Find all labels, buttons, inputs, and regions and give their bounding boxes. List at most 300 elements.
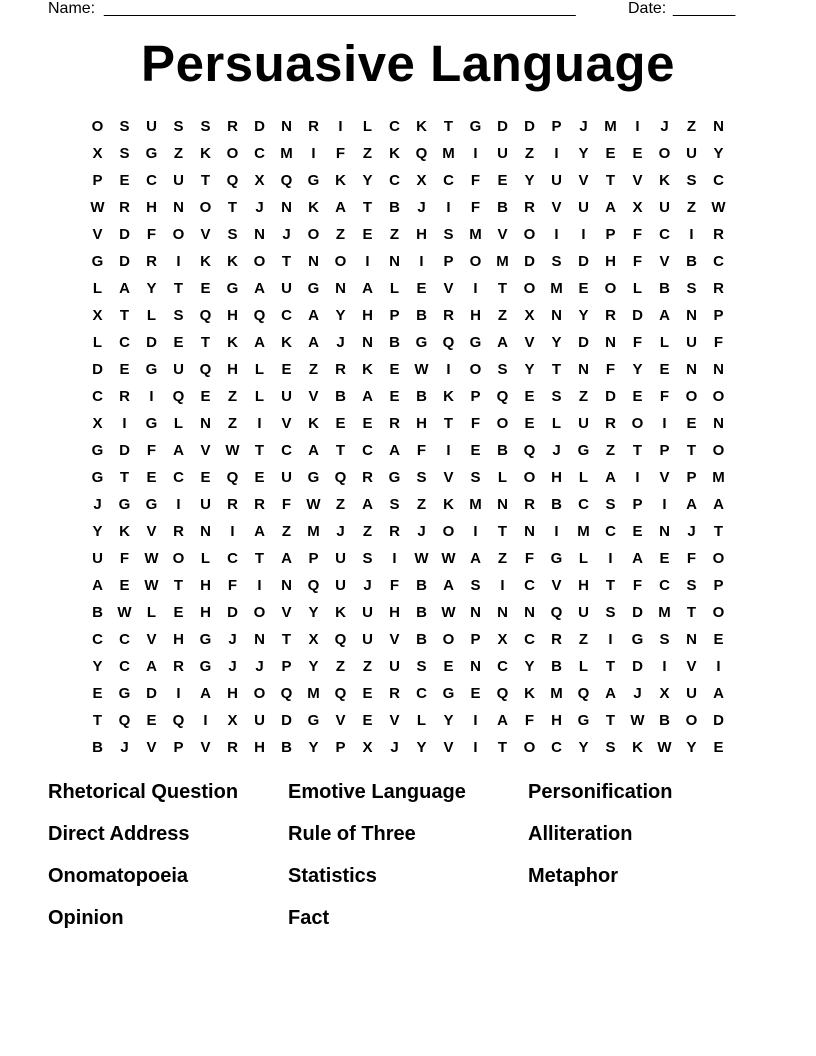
grid-letter[interactable]: E <box>686 415 697 432</box>
grid-letter[interactable]: W <box>414 550 429 567</box>
grid-letter[interactable]: N <box>470 658 481 675</box>
grid-letter[interactable]: E <box>173 334 184 351</box>
grid-letter[interactable]: A <box>254 280 265 297</box>
grid-letter[interactable]: C <box>551 739 562 756</box>
grid-letter[interactable]: D <box>281 712 292 729</box>
grid-letter[interactable]: U <box>686 145 697 162</box>
grid-letter[interactable]: A <box>254 523 265 540</box>
grid-letter[interactable]: N <box>281 118 292 135</box>
grid-letter[interactable]: Y <box>443 712 454 729</box>
grid-letter[interactable]: L <box>578 550 589 567</box>
grid-letter[interactable]: G <box>469 334 482 351</box>
grid-letter[interactable]: U <box>362 604 373 621</box>
grid-letter[interactable]: L <box>416 712 427 729</box>
grid-letter[interactable]: G <box>199 658 212 675</box>
grid-letter[interactable]: U <box>578 604 589 621</box>
grid-letter[interactable]: I <box>662 415 667 432</box>
grid-letter[interactable]: I <box>554 145 559 162</box>
grid-letter[interactable]: O <box>469 253 482 270</box>
grid-letter[interactable]: B <box>335 388 346 405</box>
grid-letter[interactable]: R <box>119 388 130 405</box>
grid-letter[interactable]: E <box>605 145 616 162</box>
grid-letter[interactable]: M <box>550 685 563 702</box>
grid-letter[interactable]: L <box>200 550 211 567</box>
grid-letter[interactable]: N <box>524 523 535 540</box>
grid-letter[interactable]: F <box>281 496 292 513</box>
grid-letter[interactable]: R <box>254 496 265 513</box>
grid-letter[interactable]: Q <box>199 307 212 324</box>
grid-letter[interactable]: N <box>686 361 697 378</box>
grid-letter[interactable]: I <box>473 739 478 756</box>
grid-letter[interactable]: H <box>551 712 562 729</box>
grid-letter[interactable]: Y <box>713 145 724 162</box>
grid-letter[interactable]: U <box>173 361 184 378</box>
grid-letter[interactable]: M <box>550 280 563 297</box>
grid-letter[interactable]: V <box>578 172 589 189</box>
grid-letter[interactable]: H <box>362 307 373 324</box>
grid-letter[interactable]: M <box>577 523 590 540</box>
grid-letter[interactable]: Z <box>497 307 508 324</box>
grid-letter[interactable]: N <box>200 415 211 432</box>
grid-letter[interactable]: E <box>200 388 211 405</box>
grid-letter[interactable]: V <box>308 388 319 405</box>
grid-letter[interactable]: O <box>712 442 725 459</box>
grid-letter[interactable]: Y <box>524 361 535 378</box>
grid-letter[interactable]: A <box>659 307 670 324</box>
grid-letter[interactable]: G <box>145 145 158 162</box>
grid-letter[interactable]: P <box>389 307 400 324</box>
grid-letter[interactable]: T <box>254 442 265 459</box>
grid-letter[interactable]: S <box>470 469 481 486</box>
grid-letter[interactable]: W <box>117 604 132 621</box>
grid-letter[interactable]: D <box>632 658 643 675</box>
grid-letter[interactable]: Z <box>686 118 697 135</box>
grid-letter[interactable]: S <box>443 226 454 243</box>
grid-letter[interactable]: O <box>172 550 185 567</box>
grid-letter[interactable]: O <box>253 685 266 702</box>
grid-letter[interactable]: Q <box>172 712 185 729</box>
grid-letter[interactable]: T <box>335 442 346 459</box>
grid-letter[interactable]: A <box>713 496 724 513</box>
grid-letter[interactable]: E <box>443 658 454 675</box>
grid-letter[interactable]: U <box>281 280 292 297</box>
grid-letter[interactable]: E <box>362 415 373 432</box>
grid-letter[interactable]: J <box>417 523 426 540</box>
grid-letter[interactable]: W <box>630 712 645 729</box>
grid-letter[interactable]: V <box>659 469 670 486</box>
grid-letter[interactable]: J <box>579 118 588 135</box>
grid-letter[interactable]: P <box>605 226 616 243</box>
grid-letter[interactable]: I <box>419 253 424 270</box>
grid-letter[interactable]: K <box>227 253 238 270</box>
grid-letter[interactable]: T <box>605 658 616 675</box>
grid-letter[interactable]: J <box>228 631 237 648</box>
grid-letter[interactable]: Y <box>524 658 535 675</box>
grid-letter[interactable]: S <box>497 361 508 378</box>
grid-letter[interactable]: J <box>255 658 264 675</box>
grid-letter[interactable]: P <box>551 118 562 135</box>
grid-letter[interactable]: J <box>255 199 264 216</box>
grid-letter[interactable]: O <box>469 361 482 378</box>
grid-letter[interactable]: T <box>92 712 103 729</box>
grid-letter[interactable]: V <box>524 334 535 351</box>
grid-letter[interactable]: J <box>336 523 345 540</box>
grid-letter[interactable]: J <box>390 739 399 756</box>
grid-letter[interactable]: E <box>146 712 157 729</box>
grid-letter[interactable]: Z <box>497 550 508 567</box>
grid-letter[interactable]: U <box>281 388 292 405</box>
grid-letter[interactable]: C <box>92 631 103 648</box>
grid-letter[interactable]: Z <box>335 658 346 675</box>
grid-letter[interactable]: H <box>146 199 157 216</box>
grid-letter[interactable]: X <box>632 199 643 216</box>
grid-letter[interactable]: Z <box>362 523 373 540</box>
grid-letter[interactable]: Z <box>416 496 427 513</box>
grid-letter[interactable]: G <box>415 334 428 351</box>
grid-letter[interactable]: E <box>281 361 292 378</box>
grid-letter[interactable]: I <box>608 550 613 567</box>
grid-letter[interactable]: T <box>281 631 292 648</box>
grid-letter[interactable]: I <box>365 253 370 270</box>
grid-letter[interactable]: W <box>306 496 321 513</box>
grid-letter[interactable]: H <box>173 631 184 648</box>
grid-letter[interactable]: I <box>689 226 694 243</box>
grid-letter[interactable]: F <box>713 334 724 351</box>
grid-letter[interactable]: F <box>659 388 670 405</box>
grid-letter[interactable]: Q <box>172 388 185 405</box>
grid-letter[interactable]: L <box>254 361 265 378</box>
grid-letter[interactable]: O <box>604 280 617 297</box>
grid-letter[interactable]: J <box>93 496 102 513</box>
grid-letter[interactable]: A <box>146 658 157 675</box>
grid-letter[interactable]: F <box>470 415 481 432</box>
grid-letter[interactable]: P <box>659 442 670 459</box>
grid-letter[interactable]: Z <box>227 388 238 405</box>
grid-letter[interactable]: E <box>497 172 508 189</box>
grid-letter[interactable]: V <box>200 226 211 243</box>
grid-letter[interactable]: X <box>497 631 508 648</box>
grid-letter[interactable]: L <box>92 280 103 297</box>
grid-letter[interactable]: G <box>388 469 401 486</box>
grid-letter[interactable]: T <box>497 739 508 756</box>
grid-letter[interactable]: F <box>632 226 643 243</box>
grid-letter[interactable]: Q <box>334 631 347 648</box>
grid-letter[interactable]: W <box>90 199 105 216</box>
grid-letter[interactable]: O <box>172 226 185 243</box>
grid-letter[interactable]: K <box>443 388 454 405</box>
grid-letter[interactable]: U <box>578 199 589 216</box>
grid-letter[interactable]: B <box>551 658 562 675</box>
grid-letter[interactable]: L <box>362 118 373 135</box>
grid-letter[interactable]: T <box>281 253 292 270</box>
grid-letter[interactable]: T <box>119 469 130 486</box>
grid-letter[interactable]: A <box>308 442 319 459</box>
grid-letter[interactable]: D <box>227 604 238 621</box>
grid-letter[interactable]: G <box>631 631 644 648</box>
grid-letter[interactable]: O <box>523 226 536 243</box>
grid-letter[interactable]: S <box>605 496 616 513</box>
grid-letter[interactable]: I <box>554 523 559 540</box>
grid-letter[interactable]: L <box>92 334 103 351</box>
grid-letter[interactable]: E <box>362 685 373 702</box>
grid-letter[interactable]: E <box>713 631 724 648</box>
grid-letter[interactable]: R <box>605 307 616 324</box>
grid-letter[interactable]: L <box>497 469 508 486</box>
grid-letter[interactable]: O <box>523 739 536 756</box>
grid-letter[interactable]: Z <box>281 523 292 540</box>
grid-letter[interactable]: U <box>389 658 400 675</box>
grid-letter[interactable]: P <box>470 631 481 648</box>
grid-letter[interactable]: D <box>119 253 130 270</box>
grid-letter[interactable]: H <box>605 253 616 270</box>
grid-letter[interactable]: J <box>687 523 696 540</box>
grid-letter[interactable]: I <box>662 496 667 513</box>
grid-letter[interactable]: Q <box>415 145 428 162</box>
grid-letter[interactable]: Q <box>334 685 347 702</box>
grid-letter[interactable]: Z <box>686 199 697 216</box>
grid-letter[interactable]: T <box>632 442 643 459</box>
grid-letter[interactable]: Y <box>551 334 562 351</box>
grid-letter[interactable]: G <box>307 280 320 297</box>
grid-letter[interactable]: O <box>307 226 320 243</box>
grid-letter[interactable]: V <box>551 577 562 594</box>
grid-letter[interactable]: I <box>311 145 316 162</box>
grid-letter[interactable]: O <box>253 604 266 621</box>
grid-letter[interactable]: D <box>713 712 724 729</box>
grid-letter[interactable]: V <box>497 226 508 243</box>
grid-letter[interactable]: K <box>308 199 319 216</box>
grid-letter[interactable]: Y <box>524 172 535 189</box>
grid-letter[interactable]: T <box>443 118 454 135</box>
grid-letter[interactable]: S <box>200 118 211 135</box>
grid-letter[interactable]: Y <box>578 145 589 162</box>
grid-letter[interactable]: B <box>389 334 400 351</box>
grid-letter[interactable]: A <box>389 442 400 459</box>
grid-letter[interactable]: T <box>605 577 616 594</box>
grid-letter[interactable]: G <box>307 469 320 486</box>
grid-letter[interactable]: S <box>119 145 130 162</box>
grid-letter[interactable]: T <box>254 550 265 567</box>
grid-letter[interactable]: R <box>551 631 562 648</box>
grid-letter[interactable]: V <box>281 604 292 621</box>
grid-letter[interactable]: N <box>173 199 184 216</box>
grid-letter[interactable]: N <box>281 577 292 594</box>
grid-letter[interactable]: R <box>524 199 535 216</box>
grid-letter[interactable]: X <box>416 172 427 189</box>
grid-letter[interactable]: I <box>392 550 397 567</box>
grid-letter[interactable]: G <box>145 415 158 432</box>
grid-letter[interactable]: L <box>146 307 157 324</box>
grid-letter[interactable]: I <box>203 712 208 729</box>
grid-letter[interactable]: Y <box>578 739 589 756</box>
grid-letter[interactable]: E <box>659 361 670 378</box>
grid-letter[interactable]: G <box>118 496 131 513</box>
grid-letter[interactable]: O <box>199 199 212 216</box>
grid-letter[interactable]: C <box>146 172 157 189</box>
grid-letter[interactable]: X <box>92 415 103 432</box>
grid-letter[interactable]: M <box>496 253 509 270</box>
grid-letter[interactable]: A <box>254 334 265 351</box>
grid-letter[interactable]: U <box>200 496 211 513</box>
grid-letter[interactable]: W <box>225 442 240 459</box>
grid-letter[interactable]: F <box>416 442 427 459</box>
grid-letter[interactable]: C <box>605 523 616 540</box>
grid-letter[interactable]: N <box>605 334 616 351</box>
grid-letter[interactable]: P <box>335 739 346 756</box>
grid-letter[interactable]: D <box>146 334 157 351</box>
grid-letter[interactable]: P <box>686 469 697 486</box>
grid-letter[interactable]: T <box>173 280 184 297</box>
grid-letter[interactable]: K <box>335 604 346 621</box>
grid-letter[interactable]: N <box>497 496 508 513</box>
grid-letter[interactable]: Z <box>524 145 535 162</box>
grid-letter[interactable]: C <box>578 496 589 513</box>
grid-letter[interactable]: H <box>254 739 265 756</box>
grid-letter[interactable]: U <box>146 118 157 135</box>
grid-letter[interactable]: Q <box>496 685 509 702</box>
grid-letter[interactable]: Y <box>308 604 319 621</box>
grid-letter[interactable]: U <box>686 334 697 351</box>
grid-letter[interactable]: K <box>524 685 535 702</box>
grid-letter[interactable]: I <box>230 523 235 540</box>
grid-letter[interactable]: S <box>416 469 427 486</box>
grid-letter[interactable]: A <box>281 550 292 567</box>
grid-letter[interactable]: T <box>497 280 508 297</box>
grid-letter[interactable]: A <box>497 712 508 729</box>
grid-letter[interactable]: K <box>389 145 400 162</box>
grid-letter[interactable]: I <box>581 226 586 243</box>
grid-letter[interactable]: B <box>686 253 697 270</box>
grid-letter[interactable]: N <box>686 307 697 324</box>
grid-letter[interactable]: G <box>145 361 158 378</box>
grid-letter[interactable]: D <box>632 307 643 324</box>
grid-letter[interactable]: C <box>227 550 238 567</box>
grid-letter[interactable]: G <box>91 253 104 270</box>
grid-letter[interactable]: P <box>173 739 184 756</box>
grid-letter[interactable]: R <box>227 496 238 513</box>
grid-letter[interactable]: T <box>173 577 184 594</box>
grid-letter[interactable]: A <box>173 442 184 459</box>
grid-letter[interactable]: L <box>389 280 400 297</box>
grid-letter[interactable]: V <box>389 631 400 648</box>
grid-letter[interactable]: Q <box>118 712 131 729</box>
grid-letter[interactable]: R <box>389 415 400 432</box>
grid-letter[interactable]: C <box>389 118 400 135</box>
grid-letter[interactable]: G <box>145 496 158 513</box>
grid-letter[interactable]: G <box>199 631 212 648</box>
grid-letter[interactable]: D <box>146 685 157 702</box>
grid-letter[interactable]: I <box>149 388 154 405</box>
grid-letter[interactable]: E <box>92 685 103 702</box>
grid-letter[interactable]: Z <box>578 631 589 648</box>
grid-letter[interactable]: G <box>469 118 482 135</box>
grid-letter[interactable]: F <box>632 577 643 594</box>
grid-letter[interactable]: O <box>631 415 644 432</box>
grid-letter[interactable]: O <box>712 388 725 405</box>
grid-letter[interactable]: R <box>713 226 724 243</box>
grid-letter[interactable]: T <box>497 523 508 540</box>
grid-letter[interactable]: A <box>362 388 373 405</box>
grid-letter[interactable]: Z <box>173 145 184 162</box>
grid-letter[interactable]: I <box>257 577 262 594</box>
grid-letter[interactable]: S <box>119 118 130 135</box>
grid-letter[interactable]: I <box>716 658 721 675</box>
grid-letter[interactable]: D <box>92 361 103 378</box>
grid-letter[interactable]: Z <box>605 442 616 459</box>
grid-letter[interactable]: M <box>442 145 455 162</box>
grid-letter[interactable]: U <box>659 199 670 216</box>
grid-letter[interactable]: H <box>551 469 562 486</box>
grid-letter[interactable]: N <box>551 307 562 324</box>
grid-letter[interactable]: N <box>713 415 724 432</box>
grid-letter[interactable]: I <box>473 523 478 540</box>
grid-letter[interactable]: Q <box>280 172 293 189</box>
grid-letter[interactable]: R <box>308 118 319 135</box>
grid-letter[interactable]: P <box>443 253 454 270</box>
grid-letter[interactable]: I <box>554 226 559 243</box>
grid-letter[interactable]: K <box>416 118 427 135</box>
grid-letter[interactable]: G <box>307 712 320 729</box>
grid-letter[interactable]: R <box>524 496 535 513</box>
grid-letter[interactable]: E <box>713 739 724 756</box>
grid-letter[interactable]: V <box>551 199 562 216</box>
grid-letter[interactable]: X <box>227 712 238 729</box>
grid-letter[interactable]: A <box>605 199 616 216</box>
grid-letter[interactable]: R <box>227 739 238 756</box>
grid-letter[interactable]: X <box>362 739 373 756</box>
grid-letter[interactable]: H <box>416 415 427 432</box>
grid-letter[interactable]: O <box>523 469 536 486</box>
grid-letter[interactable]: O <box>334 253 347 270</box>
grid-letter[interactable]: G <box>550 550 563 567</box>
grid-letter[interactable]: Q <box>226 469 239 486</box>
grid-letter[interactable]: N <box>578 361 589 378</box>
grid-letter[interactable]: A <box>632 550 643 567</box>
grid-letter[interactable]: F <box>470 199 481 216</box>
grid-letter[interactable]: C <box>119 334 130 351</box>
grid-letter[interactable]: E <box>362 712 373 729</box>
grid-letter[interactable]: H <box>227 307 238 324</box>
grid-letter[interactable]: E <box>470 442 481 459</box>
grid-letter[interactable]: U <box>362 631 373 648</box>
grid-letter[interactable]: E <box>470 685 481 702</box>
grid-letter[interactable]: J <box>417 199 426 216</box>
grid-letter[interactable]: U <box>551 172 562 189</box>
grid-letter[interactable]: I <box>662 658 667 675</box>
grid-letter[interactable]: D <box>524 253 535 270</box>
grid-letter[interactable]: W <box>657 739 672 756</box>
grid-letter[interactable]: M <box>658 604 671 621</box>
grid-letter[interactable]: Y <box>686 739 697 756</box>
grid-letter[interactable]: R <box>389 685 400 702</box>
grid-letter[interactable]: E <box>254 469 265 486</box>
grid-letter[interactable]: C <box>389 172 400 189</box>
grid-letter[interactable]: O <box>685 712 698 729</box>
grid-letter[interactable]: V <box>200 442 211 459</box>
grid-letter[interactable]: X <box>524 307 535 324</box>
grid-letter[interactable]: Z <box>578 388 589 405</box>
grid-letter[interactable]: Z <box>308 361 319 378</box>
grid-letter[interactable]: E <box>119 577 130 594</box>
grid-letter[interactable]: L <box>254 388 265 405</box>
grid-letter[interactable]: K <box>200 145 211 162</box>
grid-letter[interactable]: N <box>713 118 724 135</box>
grid-letter[interactable]: C <box>659 577 670 594</box>
grid-letter[interactable]: S <box>551 253 562 270</box>
grid-letter[interactable]: Q <box>334 469 347 486</box>
grid-letter[interactable]: N <box>254 631 265 648</box>
grid-letter[interactable]: I <box>338 118 343 135</box>
